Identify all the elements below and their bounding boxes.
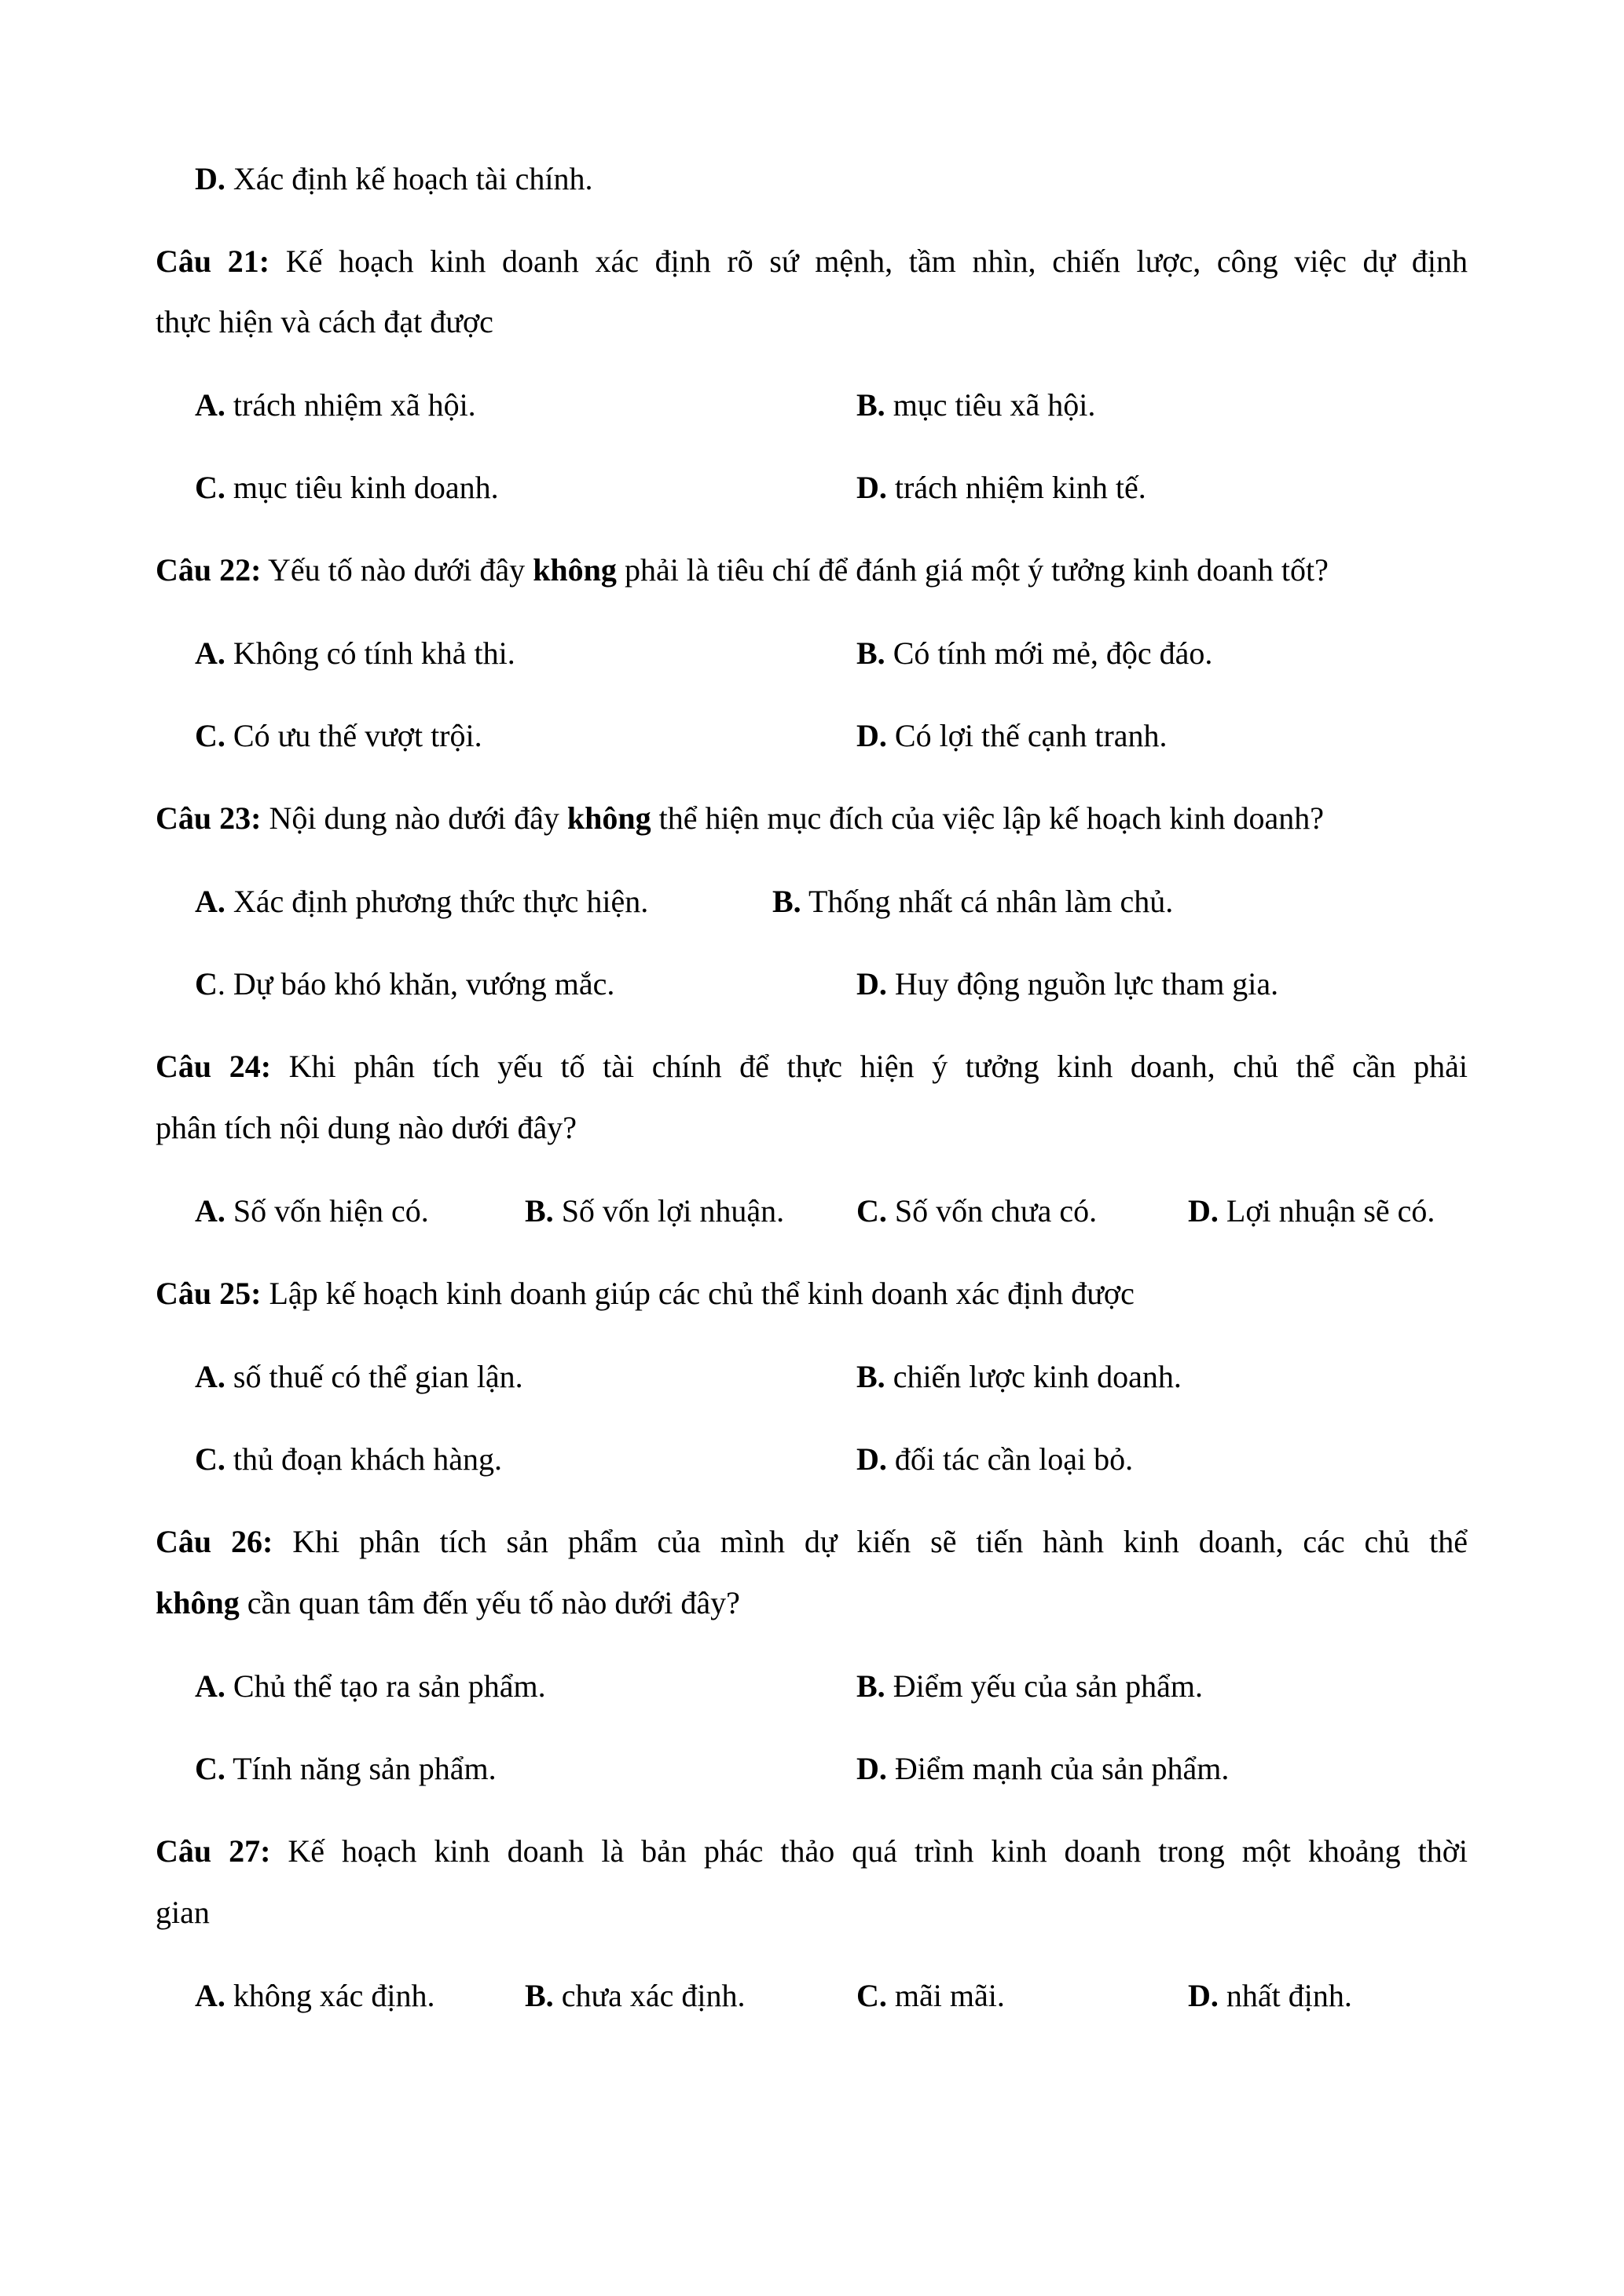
question-21-line2: thực hiện và cách đạt được xyxy=(156,304,493,339)
q25-option-c xyxy=(195,1441,503,1477)
question-26-line1 xyxy=(156,1526,1468,1558)
option-text: Số vốn hiện có. xyxy=(225,1193,429,1229)
option-text: Lợi nhuận sẽ có. xyxy=(1218,1193,1435,1229)
option-text: mãi mãi. xyxy=(886,1978,1005,2013)
option-text: Có lợi thế cạnh tranh. xyxy=(886,718,1168,753)
q23-option-c xyxy=(195,966,615,1002)
question-24-line2: phân tích nội dung nào dưới đây? xyxy=(156,1110,577,1145)
option-letter: A. xyxy=(195,1193,225,1229)
option-text: Huy động nguồn lực tham gia. xyxy=(886,966,1279,1002)
option-letter: A. xyxy=(195,1359,225,1394)
option-letter: C. xyxy=(195,470,225,505)
q22-option-d xyxy=(856,720,1168,752)
question-text: cần quan tâm đến yếu tố nào dưới đây? xyxy=(239,1585,740,1620)
question-text: Kế hoạch kinh doanh là bản phác thảo quá trình kinh doanh trong một khoảng thời xyxy=(270,1833,1468,1869)
option-letter: C. xyxy=(195,1441,225,1477)
question-label: Câu 21: xyxy=(156,244,270,279)
q25-option-b xyxy=(856,1361,1182,1393)
q22-option-a xyxy=(195,635,515,671)
q24-option-c xyxy=(856,1193,1098,1229)
q24-option-b xyxy=(525,1193,785,1229)
question-26-line2 xyxy=(156,1587,1468,1619)
q27-option-b xyxy=(525,1980,746,2012)
question-27-line1 xyxy=(156,1833,1468,1869)
option-text: Có tính mới mẻ, độc đáo. xyxy=(885,635,1213,671)
option-letter: A. xyxy=(195,1668,225,1704)
option-letter: D. xyxy=(856,718,887,753)
question-text: Lập kế hoạch kinh doanh giúp các chủ thể kinh doanh xác định được xyxy=(261,1276,1135,1311)
q24-option-d xyxy=(1188,1193,1435,1229)
option-text: Xác định kế hoạch tài chính. xyxy=(225,161,593,196)
option-text: trách nhiệm kinh tế. xyxy=(886,470,1146,505)
q24-option-a xyxy=(195,1193,429,1229)
q23-option-a xyxy=(195,886,648,917)
option-text: trách nhiệm xã hội. xyxy=(225,387,476,423)
question-label: Câu 23: xyxy=(156,800,262,836)
q23-option-b xyxy=(772,886,1173,917)
q25-option-a xyxy=(195,1361,523,1393)
question-23 xyxy=(156,800,1468,836)
q22-option-c xyxy=(195,720,482,752)
option-letter: D. xyxy=(856,1441,887,1477)
option-letter: C. xyxy=(195,1751,225,1786)
question-text-pre: Nội dung nào dưới đây xyxy=(261,800,567,836)
option-text: chưa xác định. xyxy=(553,1978,746,2013)
question-emphasis: không xyxy=(156,1585,240,1620)
q27-option-d xyxy=(1188,1980,1352,2012)
question-text: Khi phân tích sản phẩm của mình dự kiến sẽ tiến hành kinh doanh, các chủ thể xyxy=(273,1524,1468,1559)
option-letter: D. xyxy=(1188,1193,1219,1229)
option-letter: D. xyxy=(856,470,887,505)
question-21-line1 xyxy=(156,246,1468,277)
option-letter: D. xyxy=(195,161,225,196)
option-text: . Dự báo khó khăn, vướng mắc. xyxy=(217,966,615,1002)
option-letter: B. xyxy=(856,635,885,671)
q23-option-d xyxy=(856,966,1279,1002)
question-24-line1 xyxy=(156,1051,1468,1082)
option-text: thủ đoạn khách hàng. xyxy=(225,1441,503,1477)
option-letter: B. xyxy=(525,1193,554,1229)
option-text: Thống nhất cá nhân làm chủ. xyxy=(801,884,1174,919)
question-label: Câu 27: xyxy=(156,1833,271,1869)
option-letter: B. xyxy=(856,387,885,423)
option-text: Số vốn chưa có. xyxy=(886,1193,1098,1229)
question-label: Câu 22: xyxy=(156,552,262,588)
option-letter: B. xyxy=(525,1978,554,2013)
question-emphasis: không xyxy=(533,552,617,588)
q21-option-d xyxy=(856,472,1146,504)
option-letter: D. xyxy=(856,1751,887,1786)
question-text-post: thể hiện mục đích của việc lập kế hoạch kinh doanh? xyxy=(651,800,1325,836)
option-letter: C. xyxy=(856,1978,887,2013)
question-25 xyxy=(156,1278,1468,1309)
q26-option-c xyxy=(195,1753,497,1785)
q21-option-a xyxy=(195,387,476,423)
option-text: Xác định phương thức thực hiện. xyxy=(225,884,649,919)
q21-option-b xyxy=(856,387,1096,423)
option-letter: A. xyxy=(195,1978,225,2013)
question-emphasis: không xyxy=(566,800,651,836)
q25-option-d xyxy=(856,1441,1134,1477)
option-letter: A. xyxy=(195,884,225,919)
option-text: Số vốn lợi nhuận. xyxy=(553,1193,785,1229)
option-text: chiến lược kinh doanh. xyxy=(885,1359,1182,1394)
question-text: Kế hoạch kinh doanh xác định rõ sứ mệnh, tầm nhìn, chiến lược, công việc dự định xyxy=(269,244,1468,279)
question-label: Câu 25: xyxy=(156,1276,262,1311)
question-label: Câu 24: xyxy=(156,1049,272,1084)
option-letter: D. xyxy=(1188,1978,1219,2013)
option-letter: C. xyxy=(856,1193,887,1229)
option-letter: B. xyxy=(856,1668,885,1704)
q26-option-d xyxy=(856,1753,1229,1785)
option-text: Có ưu thế vượt trội. xyxy=(225,718,482,753)
question-label: Câu 26: xyxy=(156,1524,273,1559)
option-letter: B. xyxy=(856,1359,885,1394)
option-text: Chủ thể tạo ra sản phẩm. xyxy=(225,1668,546,1704)
q26-option-a xyxy=(195,1668,546,1704)
option-text: Điểm yếu của sản phẩm. xyxy=(885,1668,1204,1704)
option-text: không xác định. xyxy=(225,1978,435,2013)
option-text: mục tiêu kinh doanh. xyxy=(225,470,499,505)
question-text-pre: Yếu tố nào dưới đây xyxy=(261,552,533,588)
option-letter: D. xyxy=(856,966,887,1002)
option-text: nhất định. xyxy=(1218,1978,1352,2013)
option-letter: B. xyxy=(772,884,801,919)
question-text: Khi phân tích yếu tố tài chính để thực hiện ý tưởng kinh doanh, chủ thể cần phải xyxy=(271,1049,1468,1084)
option-letter: A. xyxy=(195,635,225,671)
question-22 xyxy=(156,552,1468,588)
option-letter: C. xyxy=(195,718,225,753)
question-27-line2: gian xyxy=(156,1895,210,1930)
option-text: Điểm mạnh của sản phẩm. xyxy=(886,1751,1230,1786)
option-letter: C xyxy=(195,966,218,1002)
option-text: đối tác cần loại bỏ. xyxy=(886,1441,1134,1477)
option-text: Tính năng sản phẩm. xyxy=(225,1751,497,1786)
option-text: số thuế có thể gian lận. xyxy=(225,1359,523,1394)
q27-option-c xyxy=(856,1980,1005,2012)
q27-option-a xyxy=(195,1980,435,2012)
option-text: Không có tính khả thi. xyxy=(225,635,515,671)
q22-option-b xyxy=(856,635,1213,671)
q21-option-c xyxy=(195,472,499,504)
question-text-post: phải là tiêu chí để đánh giá một ý tưởng kinh doanh tốt? xyxy=(616,552,1329,588)
option-text: mục tiêu xã hội. xyxy=(885,387,1096,423)
option-letter: A. xyxy=(195,387,225,423)
option-d-carry xyxy=(195,163,593,195)
q26-option-b xyxy=(856,1668,1204,1704)
